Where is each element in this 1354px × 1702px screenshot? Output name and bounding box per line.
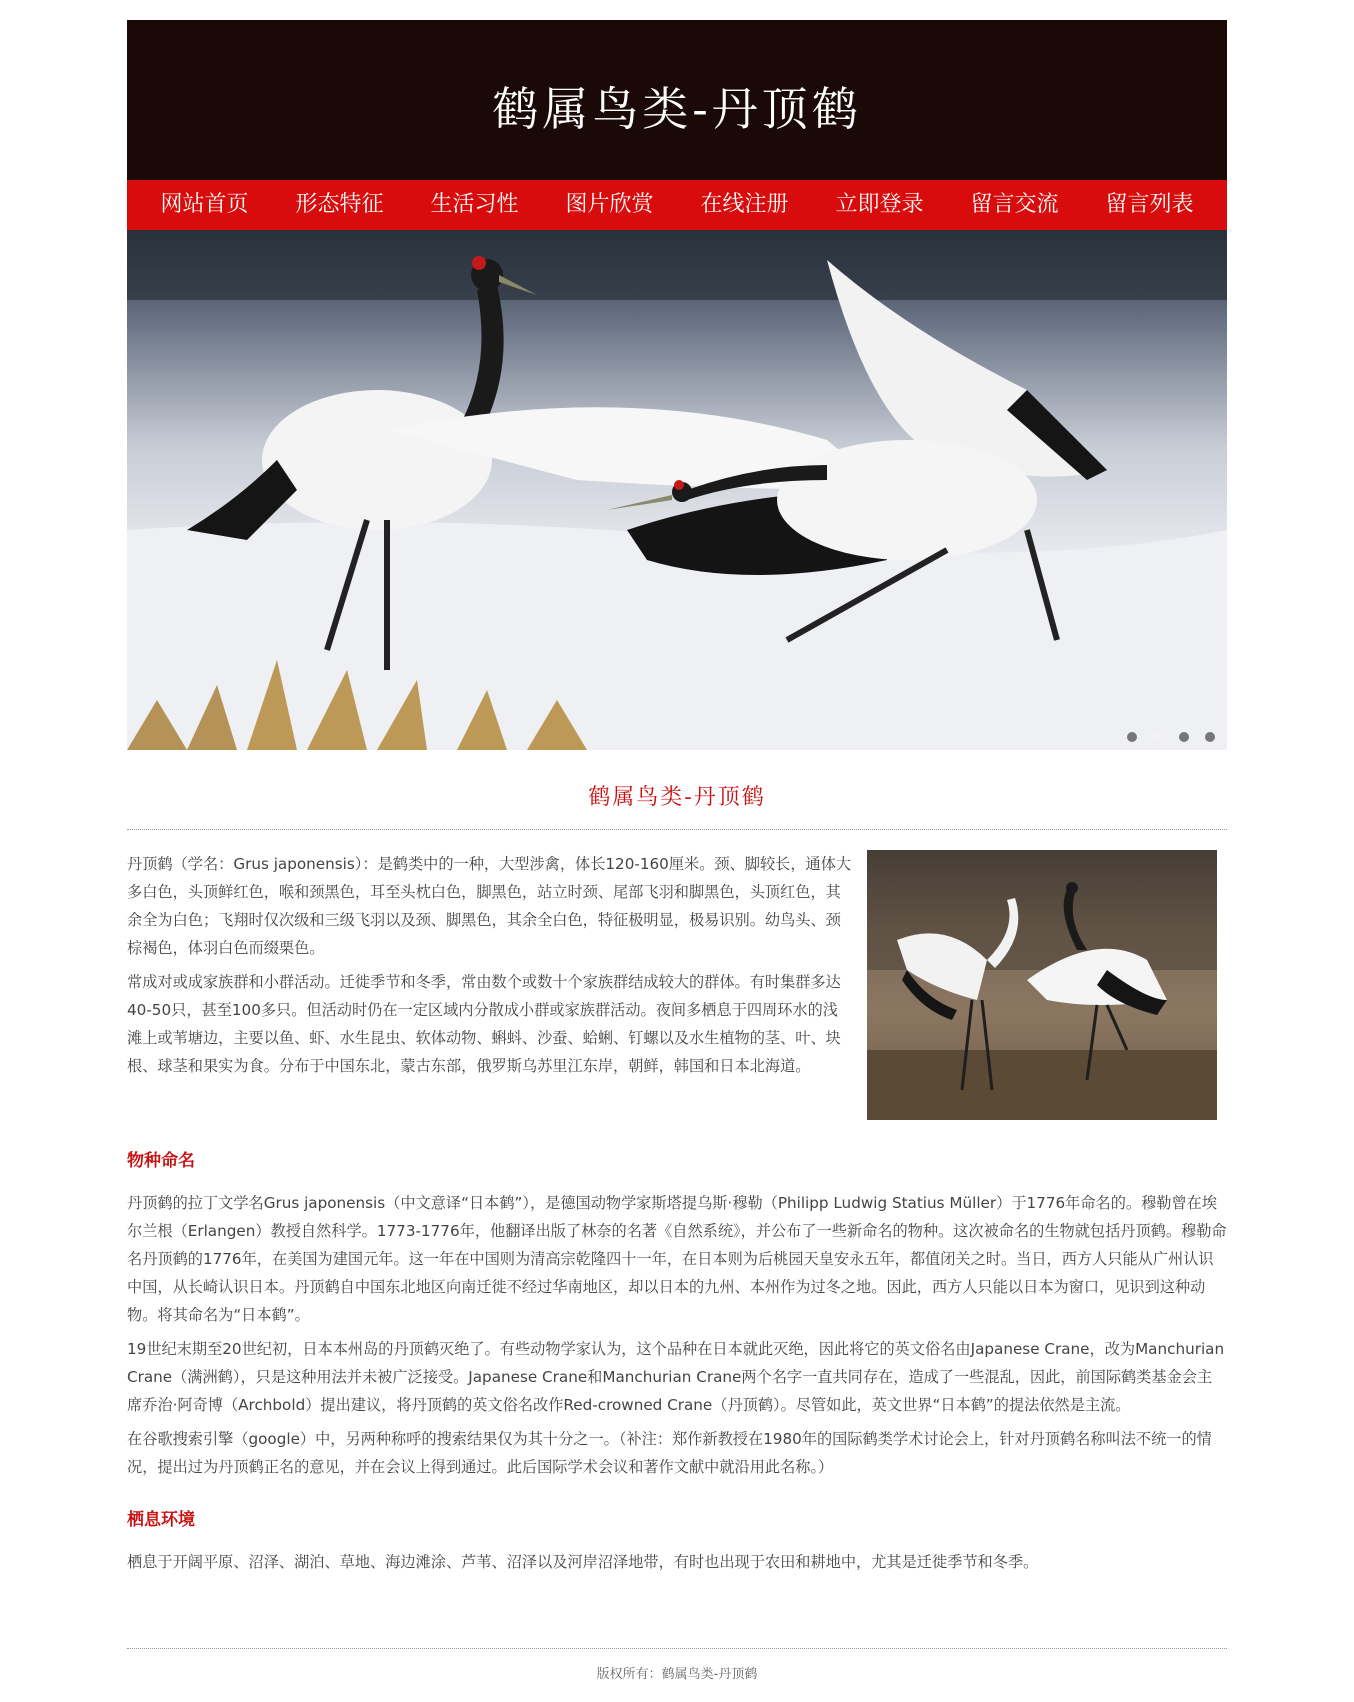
habitat-paragraph-1: 栖息于开阔平原、沼泽、湖泊、草地、海边滩涂、芦苇、沼泽以及河岸沼泽地带，有时也出现于农田和耕地中，尤其是迁徙季节和冬季。 bbox=[127, 1553, 1039, 1571]
nav-item-habits[interactable]: 生活习性 bbox=[430, 192, 519, 217]
intro-crane-photo bbox=[867, 850, 1217, 1120]
intro-paragraph-2: 常成对或成家族群和小群活动。迁徙季节和冬季，常由数个或数十个家族群结成较大的群体。有时集群多达40-50只，甚至100多只。但活动时仍在一定区域内分散成小群或家族群活动。夜间多栖息于四周环水的浅滩上或苇塘边，主要以鱼、虾、水生昆虫、软体动物、蝌蚪、沙蚕、蛤蜊、钉螺以及水生植物的茎、叶、块根、球茎和果实为食。分布于中国东北，蒙古东部，俄罗斯乌苏里江东岸，朝鲜，韩国和日本北海道。 bbox=[127, 973, 841, 1075]
section-heading-habitat: 栖息环境 bbox=[127, 1510, 195, 1530]
site-title: 鹤属鸟类-丹顶鹤 bbox=[492, 82, 862, 136]
intro-section bbox=[127, 850, 1227, 1122]
intro-crane-image bbox=[867, 850, 1217, 1120]
intro-paragraph-1: 丹顶鹤（学名：Grus japonensis）：是鹤类中的一种，大型涉禽，体长120-160厘米。颈、脚较长，通体大多白色，头顶鲜红色，喉和颈黑色，耳至头枕白色，脚黑色，站立时颈、尾部飞羽和脚黑色，头顶红色，其余全为白色；飞翔时仅次级和三级飞羽以及颈、脚黑色，其余全白色，特征极明显，极易识别。幼鸟头、颈棕褐色，体羽白色而缀栗色。 bbox=[127, 855, 852, 957]
main-nav bbox=[127, 180, 1227, 230]
nav-item-message[interactable]: 留言交流 bbox=[970, 192, 1059, 217]
naming-paragraph-3: 在谷歌搜索引擎（google）中，另两种称呼的搜索结果仅为其十分之一。（补注：郑作新教授在1980年的国际鹤类学术讨论会上，针对丹顶鹤名称叫法不统一的情况，提出过为丹顶鹤正名的意见，并在会议上得到通过。此后国际学术会议和著作文献中就沿用此名称。） bbox=[127, 1430, 1212, 1476]
carousel-dot-2[interactable] bbox=[1153, 732, 1163, 742]
nav-item-message-list[interactable]: 留言列表 bbox=[1105, 192, 1194, 217]
nav-item-features[interactable]: 形态特征 bbox=[295, 192, 384, 217]
carousel-dot-3[interactable] bbox=[1179, 732, 1189, 742]
carousel-dots bbox=[1127, 732, 1215, 742]
nav-item-register[interactable]: 在线注册 bbox=[700, 192, 789, 217]
intro-text bbox=[127, 850, 852, 1086]
naming-paragraph-2: 19世纪末期至20世纪初，日本本州岛的丹顶鹤灭绝了。有些动物学家认为，这个品种在日本就此灭绝，因此将它的英文俗名由Japanese Crane，改为Manchurian Crane（满洲鹤），只是这种用法并未被广泛接受。Japanese Crane和Manchurian Crane两个名字一直共同存在，造成了一些混乱，因此，前国际鹤类基金会主席乔治·阿奇博（Archbold）提出建议，将丹顶鹤的英文俗名改作Red-crowned Crane（丹顶鹤）。尽管如此，英文世界“日本鹤”的提法依然是主流。 bbox=[127, 1340, 1225, 1414]
nav-item-home[interactable]: 网站首页 bbox=[160, 192, 249, 217]
banner-carousel[interactable] bbox=[127, 230, 1227, 750]
content-title: 鹤属鸟类-丹顶鹤 bbox=[127, 750, 1227, 830]
site-header bbox=[127, 20, 1227, 180]
page-container bbox=[127, 20, 1227, 1582]
carousel-dot-4[interactable] bbox=[1205, 732, 1215, 742]
carousel-dot-1[interactable] bbox=[1127, 732, 1137, 742]
nav-item-gallery[interactable]: 图片欣赏 bbox=[565, 192, 654, 217]
banner-crane-image bbox=[127, 230, 1227, 750]
nav-item-login[interactable]: 立即登录 bbox=[835, 192, 924, 217]
naming-paragraph-1: 丹顶鹤的拉丁文学名Grus japonensis（中文意译“日本鹤”），是德国动物学家斯塔提乌斯·穆勒（Philipp Ludwig Statius Müller）于1776年命名的。穆勒曾在埃尔兰根（Erlangen）教授自然科学。1773-1776年，他翻译出版了林奈的名著《自然系统》，并公布了一些新命名的物种。这次被命名的生物就包括丹顶鹤。穆勒命名丹顶鹤的1776年，在美国为建国元年。这一年在中国则为清高宗乾隆四十一年，在日本则为后桃园天皇安永五年，都值闭关之时。当日，西方人只能从广州认识中国，从长崎认识日本。丹顶鹤自中国东北地区向南迁徙不经过华南地区，却以日本的九州、本州作为过冬之地。因此，西方人只能以日本为窗口，见识到这种动物。将其命名为“日本鹤”。 bbox=[127, 1194, 1227, 1324]
section-heading-naming: 物种命名 bbox=[127, 1151, 195, 1171]
site-footer: 版权所有：鹤属鸟类-丹顶鹤 bbox=[127, 1648, 1227, 1682]
